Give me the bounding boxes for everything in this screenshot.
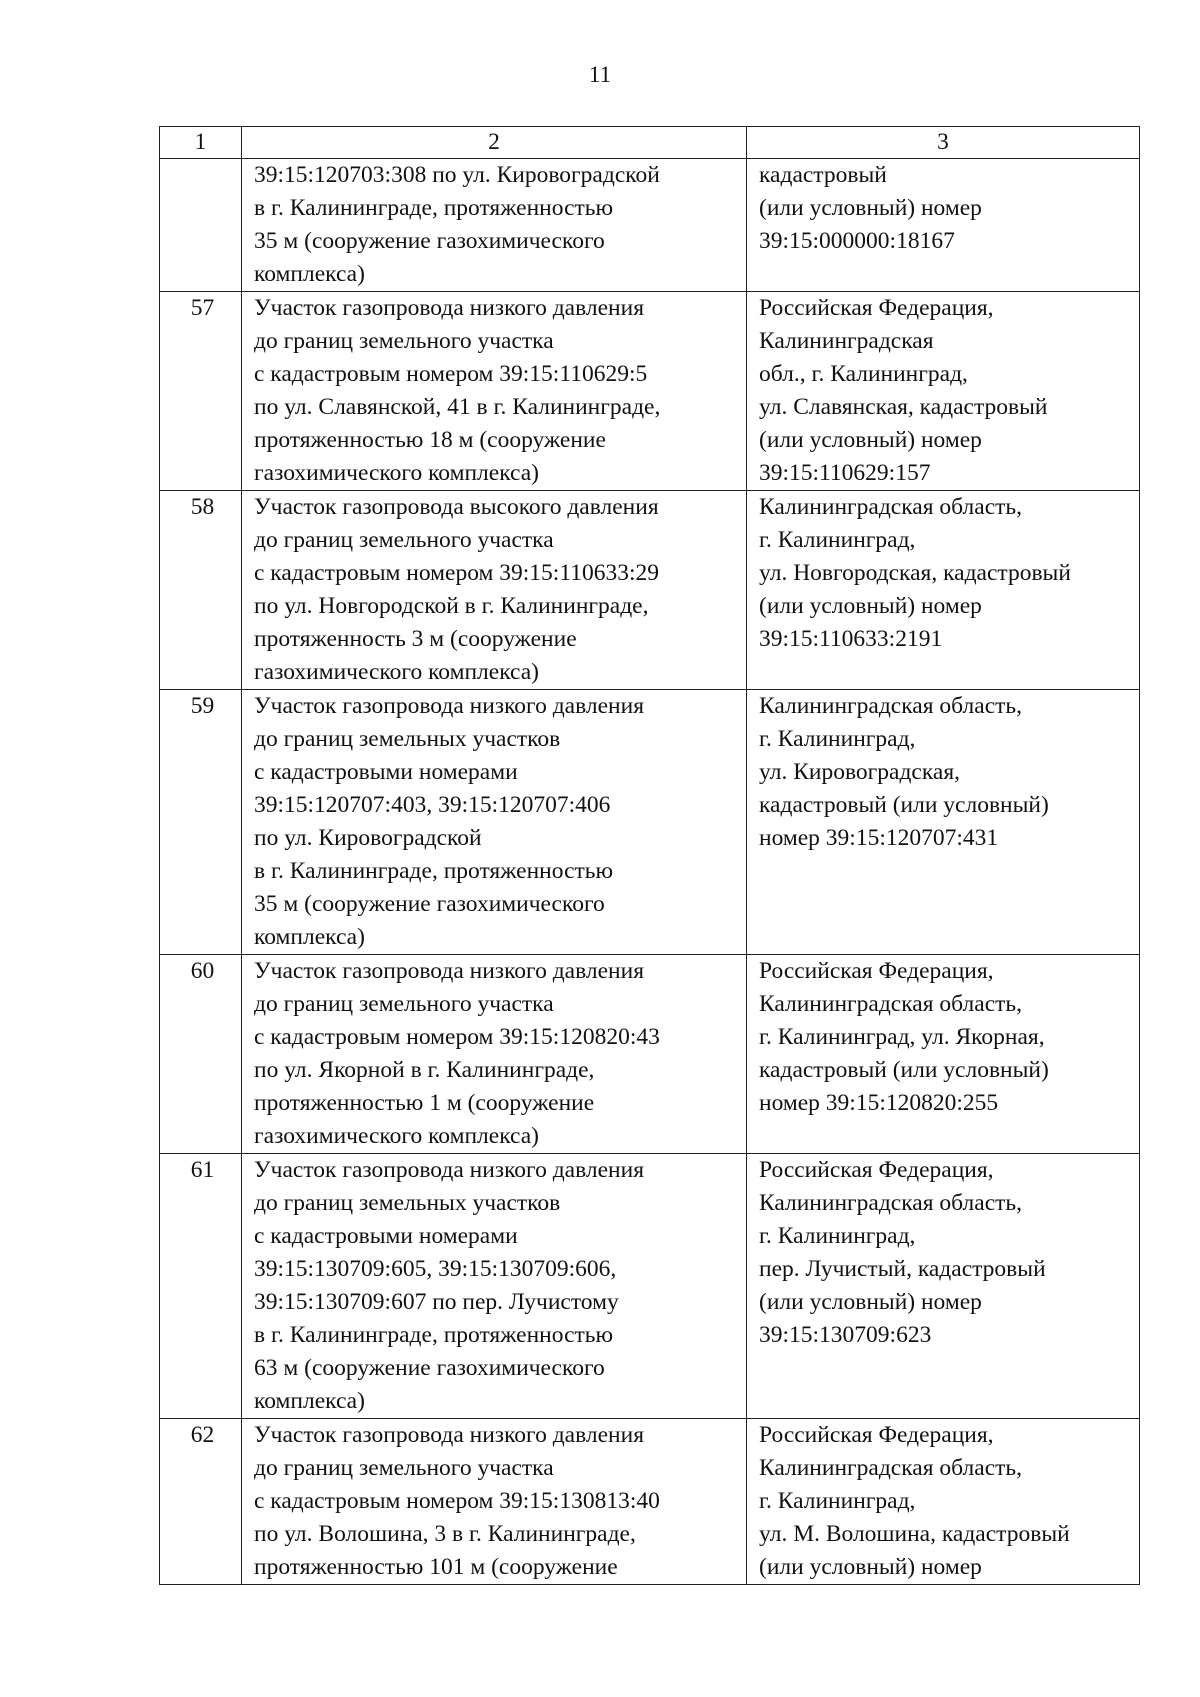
address-line: г. Калининград, xyxy=(759,726,916,752)
description-line: в г. Калининграде, протяженностью xyxy=(254,858,614,884)
object-description xyxy=(242,491,747,690)
address-line: 39:15:110629:157 xyxy=(759,460,931,486)
address-line: Калининградская область, xyxy=(759,494,1022,520)
description-line: с кадастровым номером 39:15:120820:43 xyxy=(254,1024,660,1050)
table-row xyxy=(160,690,1140,955)
row-number: 61 xyxy=(160,1154,242,1419)
description-line: 39:15:130709:607 по пер. Лучистому xyxy=(254,1289,619,1315)
description-line: с кадастровыми номерами xyxy=(254,759,518,785)
description-line: 35 м (сооружение газохимического xyxy=(254,228,605,254)
address-line: номер 39:15:120707:431 xyxy=(759,825,999,851)
address-line: ул. Новгородская, кадастровый xyxy=(759,560,1071,586)
address-line: Калининградская область, xyxy=(759,1190,1022,1216)
description-line: Участок газопровода низкого давления xyxy=(254,693,645,719)
description-line: 63 м (сооружение газохимического xyxy=(254,1355,605,1381)
description-line: 39:15:120703:308 по ул. Кировоградской xyxy=(254,162,660,188)
object-address xyxy=(747,955,1140,1154)
description-line: до границ земельного участка xyxy=(254,991,554,1017)
description-line: до границ земельных участков xyxy=(254,1190,561,1216)
address-line: ул. Кировоградская, xyxy=(759,759,961,785)
row-number: 59 xyxy=(160,690,242,955)
description-line: 39:15:120707:403, 39:15:120707:406 xyxy=(254,792,611,818)
address-line: Калининградская область, xyxy=(759,1455,1022,1481)
address-line: 39:15:130709:623 xyxy=(759,1322,932,1348)
address-line: (или условный) номер xyxy=(759,195,982,221)
object-description xyxy=(242,1154,747,1419)
description-line: протяженностью 18 м (сооружение xyxy=(254,427,606,453)
column-header: 3 xyxy=(747,127,1140,159)
description-line: с кадастровым номером 39:15:130813:40 xyxy=(254,1488,660,1514)
table-row xyxy=(160,491,1140,690)
table-header-row xyxy=(160,127,1140,159)
description-line: протяженностью 1 м (сооружение xyxy=(254,1090,595,1116)
address-line: г. Калининград, xyxy=(759,1223,916,1249)
description-line: 35 м (сооружение газохимического xyxy=(254,891,605,917)
address-line: (или условный) номер xyxy=(759,593,982,619)
address-line: Российская Федерация, xyxy=(759,295,994,321)
table-row xyxy=(160,1419,1140,1585)
page-number: 11 xyxy=(588,62,612,87)
description-line: Участок газопровода низкого давления xyxy=(254,1422,645,1448)
object-address xyxy=(747,1154,1140,1419)
address-line: ул. Славянская, кадастровый xyxy=(759,394,1048,420)
description-line: с кадастровыми номерами xyxy=(254,1223,518,1249)
address-line: номер 39:15:120820:255 xyxy=(759,1090,999,1116)
description-line: до границ земельного участка xyxy=(254,328,554,354)
row-number xyxy=(160,159,242,292)
address-line: Калининградская xyxy=(759,328,934,354)
description-line: протяженность 3 м (сооружение xyxy=(254,626,577,652)
description-line: газохимического комплекса) xyxy=(254,659,540,685)
table-row xyxy=(160,955,1140,1154)
description-line: с кадастровым номером 39:15:110633:29 xyxy=(254,560,659,586)
description-line: 39:15:130709:605, 39:15:130709:606, xyxy=(254,1256,617,1282)
object-address xyxy=(747,159,1140,292)
description-line: до границ земельного участка xyxy=(254,527,554,553)
object-description xyxy=(242,159,747,292)
description-line: Участок газопровода низкого давления xyxy=(254,295,645,321)
address-line: Калининградская область, xyxy=(759,991,1022,1017)
column-header: 1 xyxy=(160,127,242,159)
object-description xyxy=(242,292,747,491)
row-number: 60 xyxy=(160,955,242,1154)
address-line: (или условный) номер xyxy=(759,427,982,453)
address-line: кадастровый (или условный) xyxy=(759,792,1049,818)
row-number: 62 xyxy=(160,1419,242,1585)
address-line: кадастровый (или условный) xyxy=(759,1057,1049,1083)
description-line: в г. Калининграде, протяженностью xyxy=(254,195,614,221)
address-line: 39:15:110633:2191 xyxy=(759,626,943,652)
description-line: по ул. Кировоградской xyxy=(254,825,482,851)
address-line: г. Калининград, ул. Якорная, xyxy=(759,1024,1045,1050)
address-line: Российская Федерация, xyxy=(759,1157,994,1183)
address-line: 39:15:000000:18167 xyxy=(759,228,955,254)
address-line: г. Калининград, xyxy=(759,527,916,553)
row-number: 57 xyxy=(160,292,242,491)
address-line: (или условный) номер xyxy=(759,1554,982,1580)
column-header: 2 xyxy=(242,127,747,159)
address-line: г. Калининград, xyxy=(759,1488,916,1514)
row-number: 58 xyxy=(160,491,242,690)
address-line: Российская Федерация, xyxy=(759,958,994,984)
description-line: с кадастровым номером 39:15:110629:5 xyxy=(254,361,648,387)
description-line: Участок газопровода низкого давления xyxy=(254,958,645,984)
address-line: обл., г. Калининград, xyxy=(759,361,968,387)
description-line: комплекса) xyxy=(254,261,365,287)
table-body xyxy=(160,159,1140,1585)
description-line: по ул. Славянской, 41 в г. Калининграде, xyxy=(254,394,661,420)
object-address xyxy=(747,491,1140,690)
description-line: по ул. Новгородской в г. Калининграде, xyxy=(254,593,649,619)
object-description xyxy=(242,1419,747,1585)
description-line: до границ земельного участка xyxy=(254,1455,554,1481)
description-line: протяженностью 101 м (сооружение xyxy=(254,1554,618,1580)
address-line: Калининградская область, xyxy=(759,693,1022,719)
object-description xyxy=(242,955,747,1154)
address-line: кадастровый xyxy=(759,162,887,188)
description-line: Участок газопровода низкого давления xyxy=(254,1157,645,1183)
table-row xyxy=(160,292,1140,491)
address-line: пер. Лучистый, кадастровый xyxy=(759,1256,1046,1282)
description-line: газохимического комплекса) xyxy=(254,1123,540,1149)
description-line: по ул. Волошина, 3 в г. Калининграде, xyxy=(254,1521,636,1547)
object-address xyxy=(747,1419,1140,1585)
address-line: (или условный) номер xyxy=(759,1289,982,1315)
object-description xyxy=(242,690,747,955)
description-line: Участок газопровода высокого давления xyxy=(254,494,659,520)
description-line: по ул. Якорной в г. Калининграде, xyxy=(254,1057,595,1083)
description-line: до границ земельных участков xyxy=(254,726,561,752)
description-line: комплекса) xyxy=(254,924,365,950)
object-address xyxy=(747,292,1140,491)
address-line: Российская Федерация, xyxy=(759,1422,994,1448)
description-line: комплекса) xyxy=(254,1388,365,1414)
object-address xyxy=(747,690,1140,955)
description-line: в г. Калининграде, протяженностью xyxy=(254,1322,614,1348)
address-line: ул. М. Волошина, кадастровый xyxy=(759,1521,1070,1547)
table-row xyxy=(160,159,1140,292)
description-line: газохимического комплекса) xyxy=(254,460,540,486)
property-table xyxy=(159,126,1140,1585)
table-row xyxy=(160,1154,1140,1419)
